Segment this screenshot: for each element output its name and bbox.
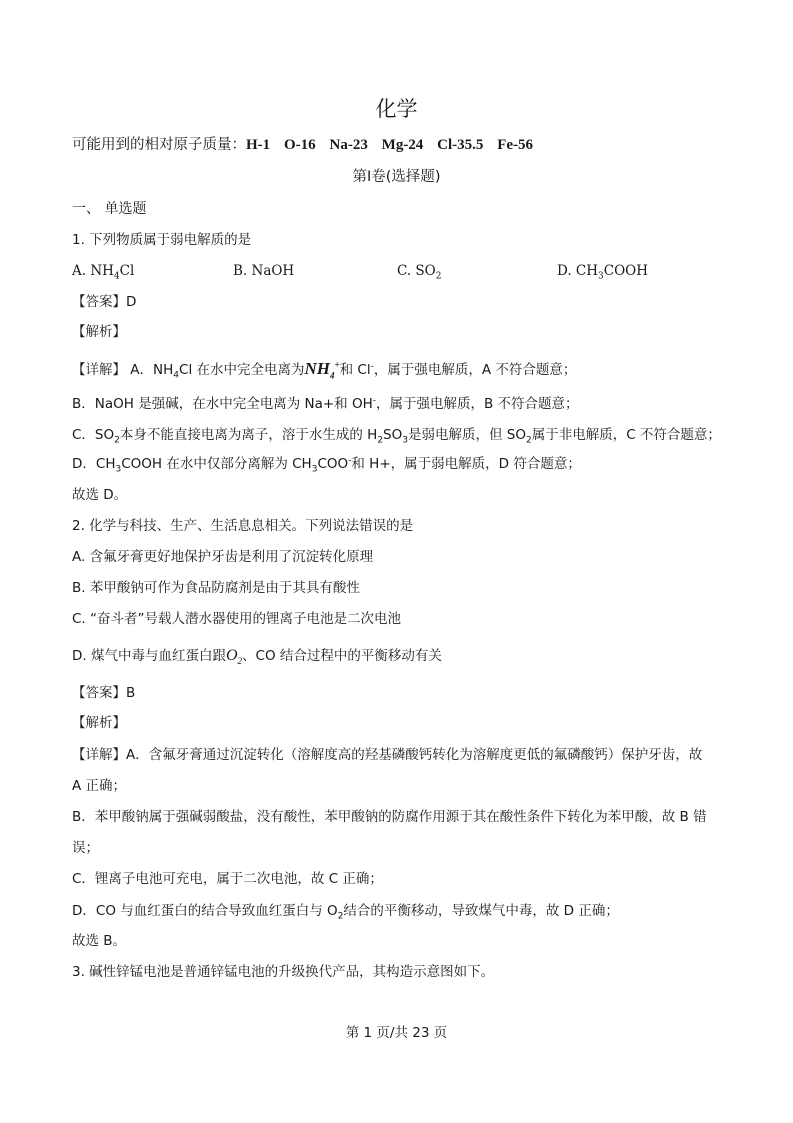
q2-answer: 【答案】B [72,685,136,701]
q1-stem: 1. 下列物质属于弱电解质的是 [72,232,252,248]
oxygen-formula: $O_2$ [225,647,243,667]
mass-o: O-16 [284,137,316,153]
q1-analysis-label: 【解析】 [72,324,126,340]
q2-stem: 2. 化学与科技、生产、生活息息相关。下列说法错误的是 [72,518,414,534]
q2-analysis-label: 【解析】 [72,715,126,731]
page-footer: 第 1 页/共 23 页 [345,1025,448,1041]
q3-stem: 3. 碱性锌锰电池是普通锌锰电池的升级换代产品，其构造示意图如下。 [72,964,495,980]
mass-fe: Fe-56 [497,137,534,153]
q2-detail-line-4: 误； [72,840,99,856]
q1-answer: 【答案】D [72,294,137,310]
q2-detail-conclusion: 故选 B。 [72,933,127,949]
q1-detail-c: C．$SO_2$本身不能直接电离为离子，溶于水生成的 $H_2SO_3$是弱电解质，但 $SO_2$属于非电解质，C 不符合题意； [72,427,721,446]
section-title: 一、 单选题 [72,201,147,217]
mass-h: H-1 [246,137,271,153]
page-title: 化学 [375,97,418,121]
q1-detail-d: D．$CH_3COOH$ 在水中仅部分离解为 $CH_3COO^-$和 H+，属于弱电解质，D 符合题意； [72,455,581,475]
q2-detail-line-2: A 正确； [72,778,127,794]
q2-detail-line-5: C．锂离子电池可充电，属于二次电池，故 C 正确； [72,871,383,887]
atomic-masses-line [72,136,533,154]
q2-detail-line-1: 【详解】A．含氟牙膏通过沉淀转化（溶解度高的羟基磷酸钙转化为溶解度更低的氟磷酸钙）保护牙齿，故 [72,747,703,763]
q2-detail-line-3: B．苯甲酸钠属于强碱弱酸盐，没有酸性，苯甲酸钠的防腐作用源于其在酸性条件下转化为苯甲酸，故 B 错 [72,809,707,825]
q2-option-a: A. 含氟牙膏更好地保护牙齿是利用了沉淀转化原理 [72,549,374,565]
q1-detail-a: 【详解】 A．$NH_4Cl$ 在水中完全电离为$NH_4^+$和 Cl-，属于强电解质，A 不符合题意； [72,359,577,381]
q1-options [72,262,722,280]
q1-detail-conclusion: 故选 D。 [72,487,128,503]
atomic-masses-label: 可能用到的相对原子质量： [72,137,246,153]
ammonium-formula: $NH_4^+$ [304,359,340,381]
volume-title: 第Ⅰ卷(选择题) [352,169,441,185]
q2-option-d: D. 煤气中毒与血红蛋白跟$O_2$、CO 结合过程中的平衡移动有关 [72,647,442,667]
q1-option-a: A. $NH_4Cl$ [72,263,135,282]
q2-option-b: B. 苯甲酸钠可作为食品防腐剂是由于其具有酸性 [72,580,360,596]
q1-option-b: B. NaOH [233,263,295,279]
mass-na: Na-23 [329,137,368,153]
mass-cl: Cl-35.5 [437,137,484,153]
mass-mg: Mg-24 [381,137,424,153]
q2-detail-line-6: D．CO 与血红蛋白的结合导致血红蛋白与 $O_2$结合的平衡移动，导致煤气中毒，故 D 正确； [72,903,619,922]
q1-detail-b: B．NaOH 是强碱，在水中完全电离为 Na+和 OH-，属于强电解质，B 不符合题意； [72,395,579,412]
q1-option-d: D. $CH_3COOH$ [557,263,649,282]
q2-option-c: C. “奋斗者”号载人潜水器使用的锂离子电池是二次电池 [72,611,401,627]
q1-option-c: C. $SO_2$ [397,263,442,282]
